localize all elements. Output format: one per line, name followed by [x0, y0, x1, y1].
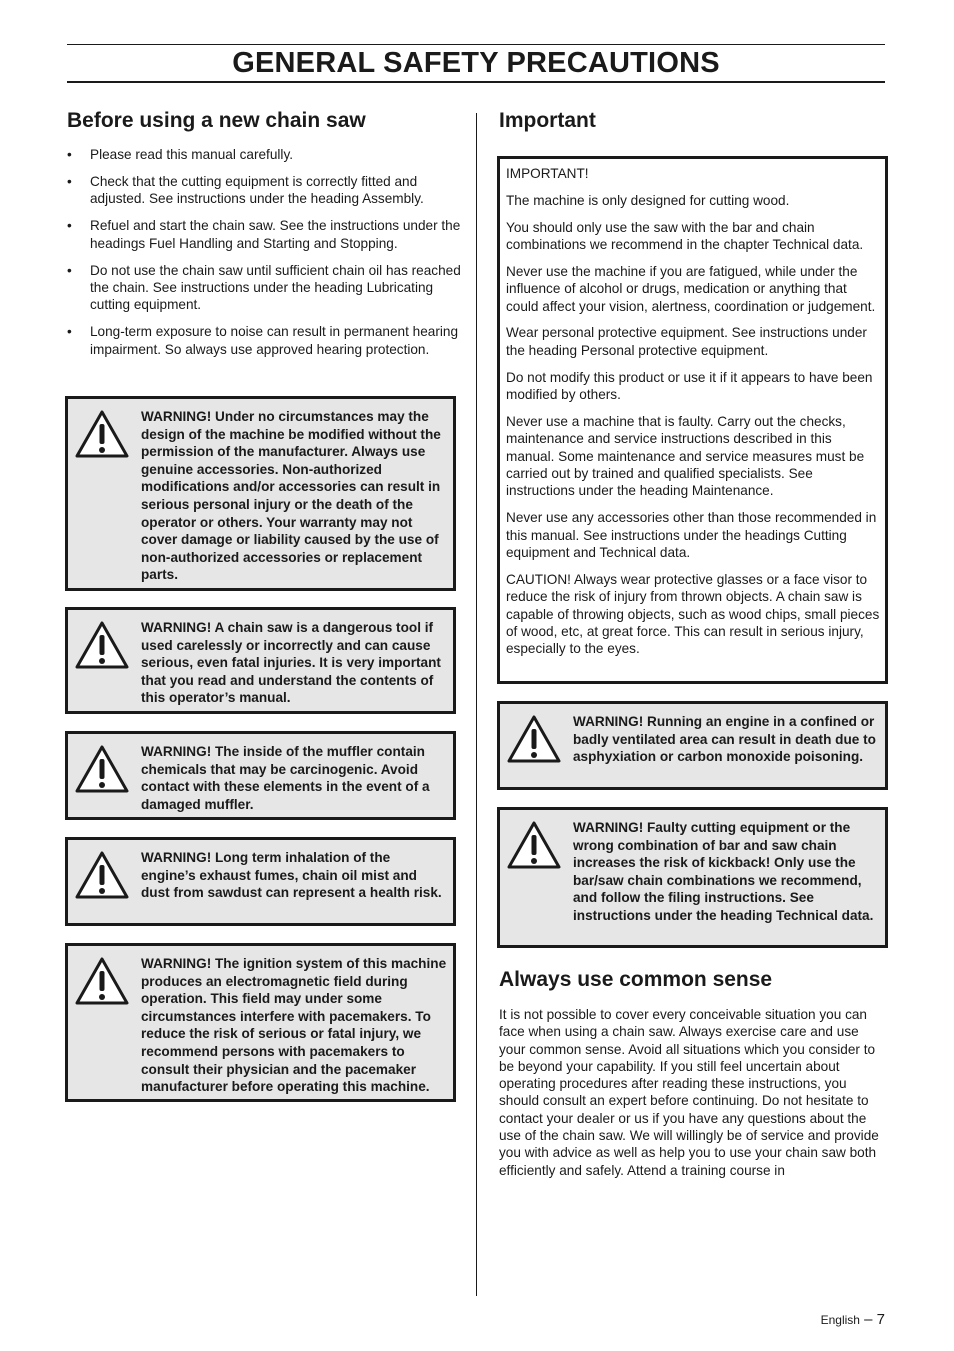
list-item: • Check that the cutting equipment is correctly fitted and adjusted. See instructions under the heading Assembly.	[67, 173, 424, 207]
warning-text: WARNING! Faulty cutting equipment or the wrong combination of bar and saw chain increases the risk of kickback! Only use the bar/saw chain combinations we recommend, and follow the filing instructions. See instructions under the heading Technical data.	[573, 820, 874, 923]
warning-triangle-icon	[74, 409, 130, 459]
warning-text: WARNING! The inside of the muffler contain chemicals that may be carcinogenic. Avoid contact with these elements in the event of a damaged muffler.	[141, 744, 430, 812]
important-paragraph: Never use a machine that is faulty. Carry out the checks, maintenance and service instructions described in this manual. Some maintenance and service measures must be carried out by trained and qualified specialists. See instructions under the heading Maintenance.	[506, 413, 865, 499]
warning-triangle-icon	[74, 850, 130, 900]
list-item: • Refuel and start the chain saw. See the instructions under the headings Fuel Handling and Starting and Stopping.	[67, 218, 461, 251]
important-box	[497, 156, 888, 684]
column-divider	[476, 113, 477, 1296]
warning-text: WARNING! A chain saw is a dangerous tool if used carelessly or incorrectly and can cause serious, even fatal injuries. It is very important that you read and understand the contents of this operator’s manual.	[141, 620, 441, 706]
warning-text: WARNING! Long term inhalation of the engine’s exhaust fumes, chain oil mist and dust from sawdust can represent a health risk.	[141, 850, 442, 901]
section-heading-common-sense: Always use common sense	[499, 968, 773, 991]
page-footer	[821, 1311, 885, 1328]
warning-box-confined-area	[497, 701, 888, 790]
page-title: GENERAL SAFETY PRECAUTIONS	[232, 47, 720, 79]
warning-triangle-icon	[74, 744, 130, 794]
important-paragraph: Never use the machine if you are fatigued, while under the influence of alcohol or drugs, medication or anything that could affect your vision, alertness, coordination or judgement.	[506, 263, 876, 314]
list-item: • Long-term exposure to noise can result in permanent hearing impairment. So always use approved hearing protection.	[67, 324, 459, 357]
bullet-icon: •	[67, 218, 72, 234]
bullet-icon: •	[67, 324, 72, 340]
list-item: • Do not use the chain saw until sufficient chain oil has reached the chain. See instructions under the heading Lubricating cutting equipment.	[67, 262, 461, 313]
important-paragraph: The machine is only designed for cutting wood.	[506, 192, 790, 208]
bullet-icon: •	[67, 262, 72, 278]
bullet-icon: •	[67, 173, 72, 189]
warning-box-kickback	[497, 807, 888, 948]
warning-box-dangerous-tool	[65, 607, 456, 714]
common-sense-paragraph: It is not possible to cover every conceivable situation you can face when using a chain saw. Always exercise care and use your common sense. Avoid all situations which you consider to be beyond your capability. If you still feel uncertain about operating procedures after reading these instructions, you should consult an expert before continuing. Do not hesitate to contact your dealer or us if you have any questions about the use of the chain saw. We will willingly be of service and provide you with advice as well as help you to use your chain saw both efficiently and safely. Attend a training course in	[499, 1007, 879, 1178]
bullet-icon: •	[67, 147, 72, 162]
warning-box-muffler	[65, 731, 456, 820]
list-item: • Please read this manual carefully.	[67, 147, 294, 162]
important-paragraph: You should only use the saw with the bar and chain combinations we recommend in the chapter Technical data.	[506, 219, 864, 252]
warning-text: WARNING! Under no circumstances may the design of the machine be modified without the permission of the manufacturer. Always use genuine accessories. Non-authorized modifications and/or accessories can result in serious personal injury or the death of the operator or others. Your warranty may not cover damage or liability caused by the use of non-authorized accessories or replacement parts.	[141, 409, 441, 583]
important-paragraph: Never use any accessories other than those recommended in this manual. See instructions under the headings Cutting equipment and Technical data.	[506, 510, 877, 561]
warning-text: WARNING! The ignition system of this machine produces an electromagnetic field during operation. This field may under some circumstances interfere with pacemakers. To reduce the risk of serious or fatal injury, we recommend persons with pacemakers to consult their physician and the pacemaker manufacturer before operating this machine.	[141, 956, 447, 1095]
warning-triangle-icon	[74, 620, 130, 670]
section-heading-important: Important	[499, 109, 596, 132]
precaution-list	[67, 146, 462, 368]
important-paragraph: CAUTION! Always wear protective glasses or a face visor to reduce the risk of injury from thrown objects. A chain saw is capable of throwing objects, such as wood chips, small pieces of wood, etc, at great force. This can result in serious injury, especially to the eyes.	[506, 571, 880, 657]
warning-triangle-icon	[506, 714, 562, 764]
footer-separator: –	[859, 1311, 877, 1328]
footer-language: English	[820, 1313, 860, 1327]
important-paragraph: IMPORTANT!	[506, 166, 589, 181]
important-paragraph: Wear personal protective equipment. See instructions under the heading Personal protective equipment.	[506, 325, 867, 358]
important-paragraph: Do not modify this product or use it if it appears to have been modified by others.	[506, 369, 873, 403]
warning-box-exhaust	[65, 837, 456, 926]
warning-text: WARNING! Running an engine in a confined or badly ventilated area can result in death due to asphyxiation or carbon monoxide poisoning.	[573, 714, 876, 765]
warning-triangle-icon	[506, 820, 562, 870]
title-rule-bottom	[67, 81, 885, 83]
page-number: 7	[876, 1311, 885, 1328]
warning-box-modification	[65, 396, 456, 591]
warning-triangle-icon	[74, 956, 130, 1006]
section-heading-new-chain-saw: Before using a new chain saw	[67, 109, 366, 132]
warning-box-ignition	[65, 943, 456, 1102]
